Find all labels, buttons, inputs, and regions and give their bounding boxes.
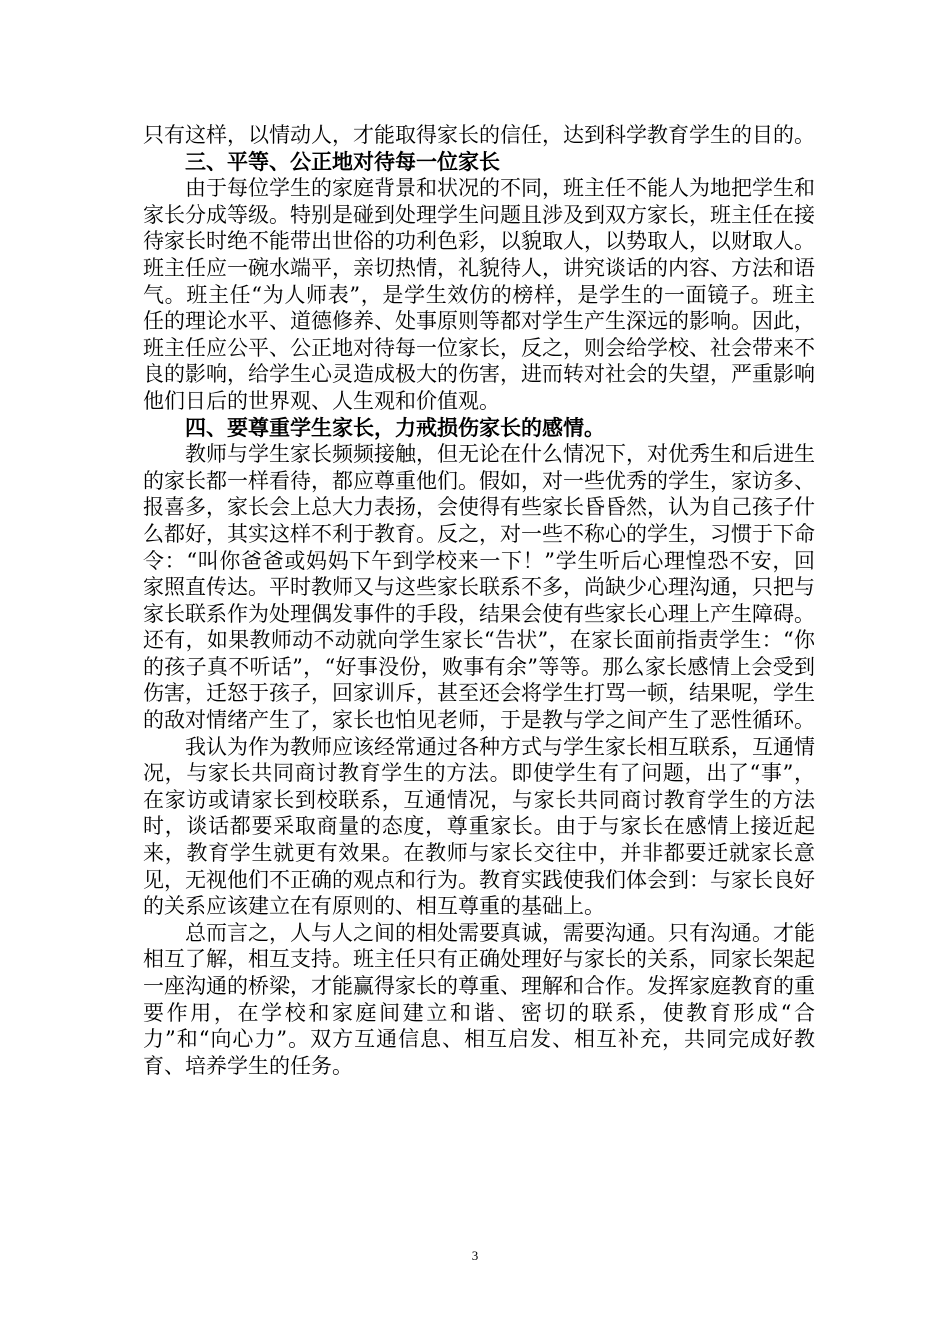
paragraph-continuation: 只有这样，以情动人，才能取得家长的信任，达到科学教育学生的目的。 [143, 123, 815, 147]
paragraph-section-4-b: 我认为作为教师应该经常通过各种方式与学生家长相互联系，互通情况，与家长共同商讨教育学生的方法。即使学生有了问题，出了“事”，在家访或请家长到校联系，互通情况，与家长共同商讨教育学生的方法时，谈话都要采取商量的态度，尊重家长。由于与家长在感情上接近起来，教育学生就更有效果。在教师与家长交往中，并非都要迁就家长意见，无视他们不正确的观点和行为。教育实践使我们体会到：与家长良好的关系应该建立在有原则的、相互尊重的基础上。 [143, 734, 815, 919]
paragraph-section-3: 由于每位学生的家庭背景和状况的不同，班主任不能人为地把学生和家长分成等级。特别是碰到处理学生问题且涉及到双方家长，班主任在接待家长时绝不能带出世俗的功利色彩，以貌取人，以势取人，以财取人。班主任应一碗水端平，亲切热情，礼貌待人，讲究谈话的内容、方法和语气。班主任“为人师表”，是学生效仿的榜样，是学生的一面镜子。班主任的理论水平、道德修养、处事原则等都对学生产生深远的影响。因此，班主任应公平、公正地对待每一位家长，反之，则会给学校、社会带来不良的影响，给学生心灵造成极大的伤害，进而转对社会的失望，严重影响他们日后的世界观、人生观和价值观。 [143, 176, 815, 413]
paragraph-section-4-a: 教师与学生家长频频接触，但无论在什么情况下，对优秀生和后进生的家长都一样看待，都应尊重他们。假如，对一些优秀的学生，家访多、报喜多，家长会上总大力表扬，会使得有些家长昏昏然，认为自己孩子什么都好，其实这样不利于教育。反之，对一些不称心的学生，习惯于下命令：“叫你爸爸或妈妈下午到学校来一下！”学生听后心理惶恐不安，回家照直传达。平时教师又与这些家长联系不多，尚缺少心理沟通，只把与家长联系作为处理偶发事件的手段，结果会使有些家长心理上产生障碍。还有，如果教师动不动就向学生家长“告状”，在家长面前指责学生：“你的孩子真不听话”，“好事没份，败事有余”等等。那么家长感情上会受到伤害，迁怒于孩子，回家训斥，甚至还会将学生打骂一顿，结果呢，学生的敌对情绪产生了，家长也怕见老师，于是教与学之间产生了恶性循环。 [143, 442, 815, 733]
document-body [143, 122, 815, 1079]
page-number: 3 [471, 1248, 479, 1263]
section-heading-3: 三、平等、公正地对待每一位家长 [185, 148, 500, 174]
section-heading-4: 四、要尊重学生家长，力戒损伤家长的感情。 [185, 414, 605, 440]
paragraph-conclusion: 总而言之，人与人之间的相处需要真诚，需要沟通。只有沟通。才能相互了解，相互支持。班主任只有正确处理好与家长的关系，同家长架起一座沟通的桥梁，才能赢得家长的尊重、理解和合作。发挥家庭教育的重要作用，在学校和家庭间建立和谐、密切的联系，使教育形成“合力”和“向心力”。双方互通信息、相互启发、相互补充，共同完成好教育、培养学生的任务。 [143, 920, 815, 1078]
